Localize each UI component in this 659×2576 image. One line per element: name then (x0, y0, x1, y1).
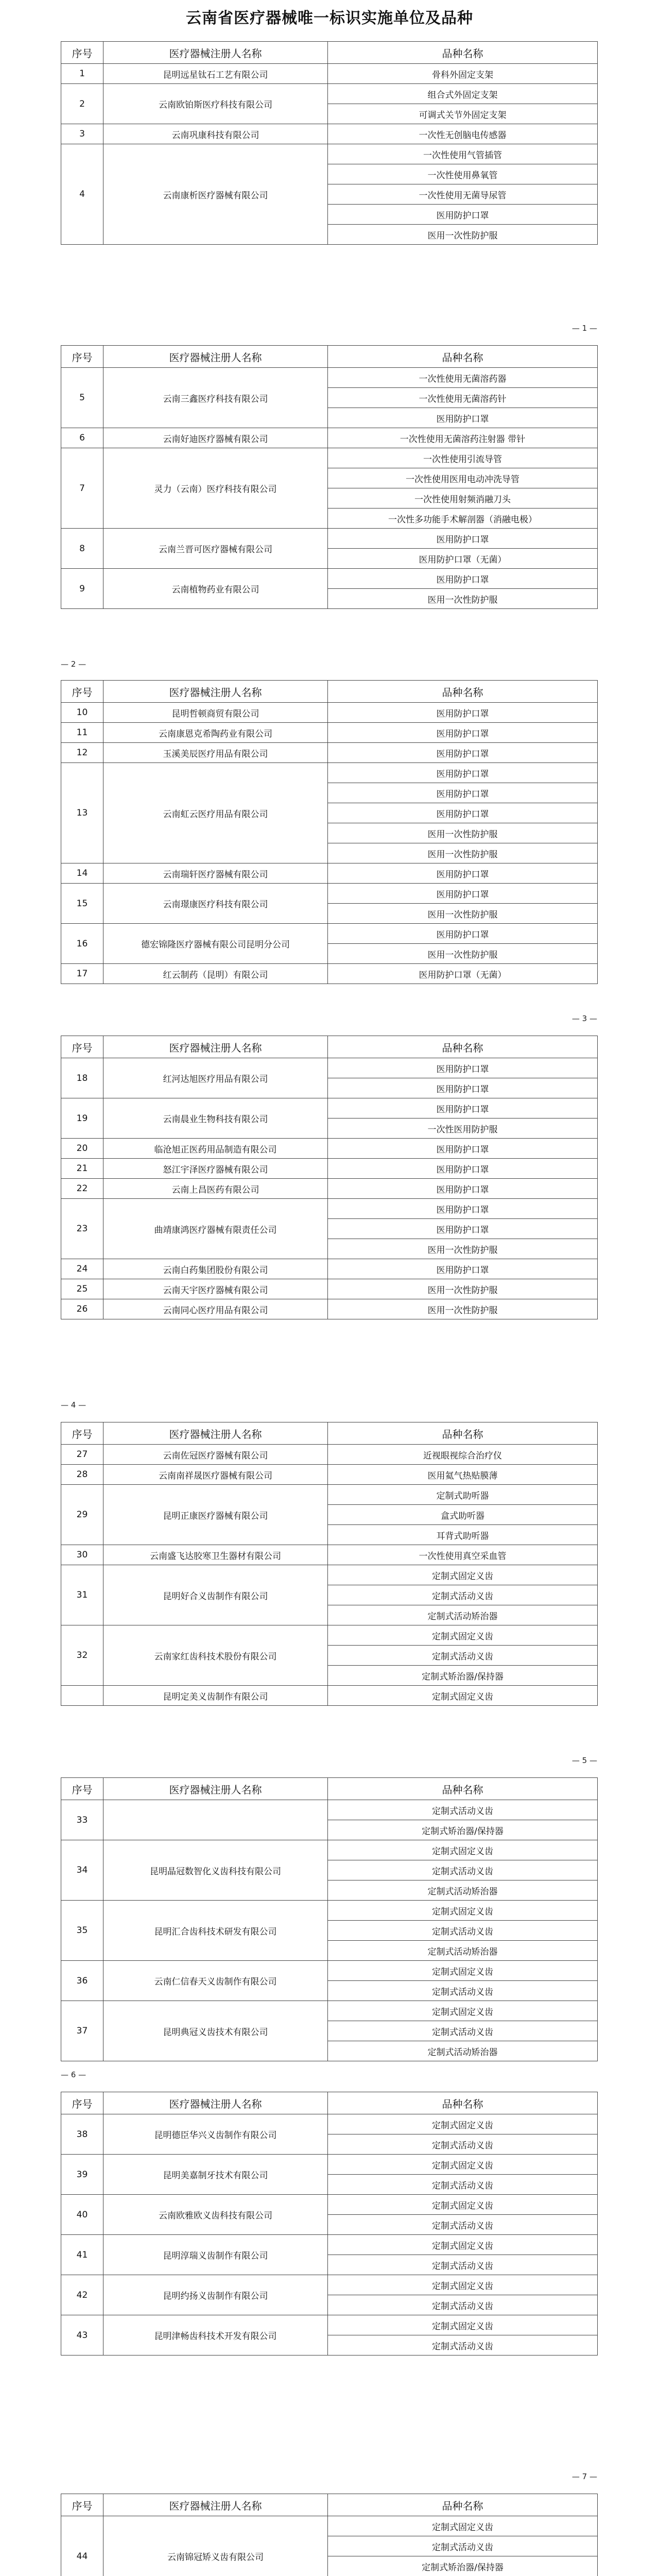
registrant-name-cell: 昆明定美义齿制作有限公司 (103, 1686, 328, 1706)
product-name-cell: 可调式关节外固定支架 (328, 104, 598, 124)
product-name-cell: 定制式固定义齿 (328, 2114, 598, 2134)
table-row (61, 1179, 598, 1199)
product-name-cell: 医用防护口罩 (328, 863, 598, 884)
document-title: 云南省医疗器械唯一标识实施单位及品种 (186, 9, 473, 27)
registrant-name-cell: 红云制药（昆明）有限公司 (103, 964, 328, 984)
seq-cell: 41 (61, 2235, 103, 2275)
table-row (61, 1800, 598, 1820)
product-name-cell: 定制式活动义齿 (328, 2215, 598, 2235)
table-row (61, 1686, 598, 1706)
product-name-cell: 定制式活动矫治器 (328, 1880, 598, 1901)
header-registrant-name: 医疗器械注册人名称 (103, 42, 328, 64)
header-product-name: 品种名称 (328, 42, 598, 64)
header-seq: 序号 (61, 42, 103, 64)
registrant-name-cell: 云南康析医疗器械有限公司 (103, 144, 328, 245)
table-header-row (61, 681, 598, 703)
registrant-name-cell: 云南上昌医药有限公司 (103, 1179, 328, 1199)
header-product-name: 品种名称 (328, 1422, 598, 1445)
product-name-cell: 医用防护口罩 (328, 1058, 598, 1078)
seq-cell: 39 (61, 2155, 103, 2195)
registrant-name-cell: 昆明哲顿商贸有限公司 (103, 703, 328, 723)
registrant-name-cell: 云南虹云医疗用品有限公司 (103, 763, 328, 863)
table-row (61, 2001, 598, 2021)
header-product-name: 品种名称 (328, 346, 598, 368)
registrant-name-cell: 红河达旭医疗用品有限公司 (103, 1058, 328, 1098)
table-row (61, 64, 598, 84)
product-name-cell: 定制式固定义齿 (328, 1686, 598, 1706)
page-number: — 1 — (571, 324, 597, 333)
page-number: — 6 — (61, 2070, 86, 2079)
seq-cell: 37 (61, 2001, 103, 2061)
page-number: — 3 — (571, 1014, 597, 1023)
header-product-name: 品种名称 (328, 2092, 598, 2114)
header-seq: 序号 (61, 2092, 103, 2114)
registrant-name-cell: 云南欧雅欧义齿科技有限公司 (103, 2195, 328, 2235)
header-registrant-name: 医疗器械注册人名称 (103, 1422, 328, 1445)
table-row (61, 1445, 598, 1465)
product-name-cell: 医用一次性防护服 (328, 1299, 598, 1319)
product-name-cell: 医用防护口罩（无菌） (328, 549, 598, 569)
product-name-cell: 医用一次性防护服 (328, 904, 598, 924)
product-name-cell: 医用一次性防护服 (328, 589, 598, 609)
product-name-cell: 一次性使用无菌溶药器 (328, 368, 598, 388)
seq-cell: 24 (61, 1259, 103, 1279)
registrant-name-cell: 德宏锦隆医疗器械有限公司昆明分公司 (103, 924, 328, 964)
product-name-cell: 医用防护口罩 (328, 1078, 598, 1098)
product-name-cell: 定制式活动义齿 (328, 1800, 598, 1820)
product-name-cell: 医用防护口罩 (328, 924, 598, 944)
registrant-name-cell: 昆明约扬义齿制作有限公司 (103, 2275, 328, 2315)
product-name-cell: 一次性使用无菌溶药针 (328, 388, 598, 408)
registrant-name-cell: 临沧旭正医药用品制造有限公司 (103, 1139, 328, 1159)
table-row (61, 924, 598, 944)
seq-cell: 5 (61, 368, 103, 428)
registrant-name-cell: 云南南祥晟医疗器械有限公司 (103, 1465, 328, 1485)
seq-cell: 18 (61, 1058, 103, 1098)
registrant-name-cell: 云南植物药业有限公司 (103, 569, 328, 609)
seq-cell: 1 (61, 64, 103, 84)
registrant-name-cell: 云南锦冠矫义齿有限公司 (103, 2516, 328, 2576)
seq-cell: 13 (61, 763, 103, 863)
seq-cell: 31 (61, 1565, 103, 1625)
registrant-name-cell (103, 1800, 328, 1840)
table-row (61, 1139, 598, 1159)
seq-cell: 2 (61, 84, 103, 124)
table-row (61, 1465, 598, 1485)
page-number: — 4 — (61, 1400, 86, 1410)
table-row (61, 124, 598, 144)
product-name-cell: 一次性使用无菌溶药注射器 带针 (328, 428, 598, 448)
registrant-table (61, 680, 598, 984)
registrant-table (61, 41, 598, 245)
product-name-cell: 盒式助听器 (328, 1505, 598, 1525)
header-registrant-name: 医疗器械注册人名称 (103, 681, 328, 703)
seq-cell: 40 (61, 2195, 103, 2235)
table-header-row (61, 1036, 598, 1058)
table-row (61, 1545, 598, 1565)
product-name-cell: 定制式固定义齿 (328, 1840, 598, 1860)
table-row (61, 1485, 598, 1505)
seq-cell: 21 (61, 1159, 103, 1179)
seq-cell: 32 (61, 1625, 103, 1686)
header-registrant-name: 医疗器械注册人名称 (103, 2494, 328, 2516)
product-name-cell: 定制式活动义齿 (328, 2021, 598, 2041)
product-name-cell: 医用一次性防护服 (328, 944, 598, 964)
seq-cell: 7 (61, 448, 103, 529)
seq-cell: 8 (61, 529, 103, 569)
product-name-cell: 医用防护口罩 (328, 763, 598, 783)
header-seq: 序号 (61, 1036, 103, 1058)
seq-cell: 22 (61, 1179, 103, 1199)
product-name-cell: 定制式活动义齿 (328, 2335, 598, 2355)
registrant-table (61, 1777, 598, 2061)
product-name-cell: 定制式活动矫治器 (328, 1941, 598, 1961)
product-name-cell: 医用防护口罩 (328, 723, 598, 743)
table-row (61, 569, 598, 589)
registrant-name-cell: 昆明远星钛石工艺有限公司 (103, 64, 328, 84)
product-name-cell: 医用防护口罩 (328, 1098, 598, 1118)
table-row (61, 1159, 598, 1179)
product-name-cell: 定制式活动义齿 (328, 1981, 598, 2001)
product-name-cell: 医用防护口罩 (328, 1159, 598, 1179)
page-number: — 2 — (61, 659, 86, 669)
product-name-cell: 一次性使用医用电动冲洗导管 (328, 468, 598, 488)
registrant-name-cell: 云南佐冠医疗器械有限公司 (103, 1445, 328, 1465)
registrant-name-cell: 昆明津畅齿科技术开发有限公司 (103, 2315, 328, 2355)
product-name-cell: 医用防护口罩 (328, 803, 598, 823)
product-name-cell: 定制式矫治器/保持器 (328, 1666, 598, 1686)
table-row (61, 2516, 598, 2536)
product-name-cell: 一次性医用防护服 (328, 1118, 598, 1139)
seq-cell: 11 (61, 723, 103, 743)
seq-cell: 14 (61, 863, 103, 884)
table-row (61, 743, 598, 763)
product-name-cell: 一次性多功能手术解剖器（消融电极） (328, 509, 598, 529)
product-name-cell: 定制式固定义齿 (328, 1565, 598, 1585)
registrant-name-cell: 云南天宇医疗器械有限公司 (103, 1279, 328, 1299)
seq-cell (61, 1686, 103, 1706)
seq-cell: 42 (61, 2275, 103, 2315)
registrant-name-cell: 昆明好合义齿制作有限公司 (103, 1565, 328, 1625)
table-row (61, 763, 598, 783)
seq-cell: 25 (61, 1279, 103, 1299)
registrant-name-cell: 云南白药集团股份有限公司 (103, 1259, 328, 1279)
product-name-cell: 医用一次性防护服 (328, 1279, 598, 1299)
page-number: — 7 — (571, 2472, 597, 2481)
seq-cell: 35 (61, 1901, 103, 1961)
registrant-name-cell: 云南巩康科技有限公司 (103, 124, 328, 144)
product-name-cell: 医用防护口罩 (328, 1139, 598, 1159)
product-name-cell: 定制式活动义齿 (328, 2536, 598, 2556)
table-header-row (61, 1422, 598, 1445)
registrant-name-cell: 云南家红齿科技术股份有限公司 (103, 1625, 328, 1686)
seq-cell: 34 (61, 1840, 103, 1901)
seq-cell: 28 (61, 1465, 103, 1485)
product-name-cell: 定制式活动义齿 (328, 2255, 598, 2275)
product-name-cell: 一次性无创脑电传感器 (328, 124, 598, 144)
product-name-cell: 一次性使用气管插管 (328, 144, 598, 164)
registrant-name-cell: 云南康恩克希陶药业有限公司 (103, 723, 328, 743)
seq-cell: 29 (61, 1485, 103, 1545)
product-name-cell: 定制式固定义齿 (328, 2516, 598, 2536)
product-name-cell: 一次性使用无菌导尿管 (328, 184, 598, 205)
product-name-cell: 定制式活动义齿 (328, 1860, 598, 1880)
registrant-name-cell: 云南仁信春天义齿制作有限公司 (103, 1961, 328, 2001)
registrant-name-cell: 云南盛飞达胶寒卫生器材有限公司 (103, 1545, 328, 1565)
product-name-cell: 定制式活动义齿 (328, 2295, 598, 2315)
registrant-name-cell: 云南璟康医疗科技有限公司 (103, 884, 328, 924)
product-name-cell: 一次性使用鼻氧管 (328, 164, 598, 184)
product-name-cell: 医用防护口罩 (328, 1199, 598, 1219)
registrant-name-cell: 昆明晶冠数智化义齿科技有限公司 (103, 1840, 328, 1901)
seq-cell: 43 (61, 2315, 103, 2355)
product-name-cell: 定制式助听器 (328, 1485, 598, 1505)
table-header-row (61, 1778, 598, 1800)
product-name-cell: 医用一次性防护服 (328, 823, 598, 843)
table-row (61, 723, 598, 743)
registrant-name-cell: 云南三鑫医疗科技有限公司 (103, 368, 328, 428)
product-name-cell: 定制式活动义齿 (328, 2134, 598, 2155)
product-name-cell: 医用防护口罩 (328, 783, 598, 803)
seq-cell: 27 (61, 1445, 103, 1465)
product-name-cell: 近视眼视综合治疗仪 (328, 1445, 598, 1465)
table-row (61, 2235, 598, 2255)
table-row (61, 1279, 598, 1299)
product-name-cell: 医用防护口罩 (328, 1259, 598, 1279)
product-name-cell: 医用防护口罩 (328, 529, 598, 549)
product-name-cell: 定制式固定义齿 (328, 2155, 598, 2175)
header-seq: 序号 (61, 1422, 103, 1445)
product-name-cell: 定制式活动矫治器 (328, 2041, 598, 2061)
table-row (61, 2114, 598, 2134)
product-name-cell: 医用防护口罩 (328, 408, 598, 428)
seq-cell: 33 (61, 1800, 103, 1840)
registrant-name-cell: 昆明典冠义齿技术有限公司 (103, 2001, 328, 2061)
product-name-cell: 一次性使用射频消融刀头 (328, 488, 598, 509)
product-name-cell: 定制式固定义齿 (328, 1961, 598, 1981)
registrant-name-cell: 曲靖康鸿医疗器械有限责任公司 (103, 1199, 328, 1259)
table-row (61, 2275, 598, 2295)
seq-cell: 26 (61, 1299, 103, 1319)
product-name-cell: 医用一次性防护服 (328, 1239, 598, 1259)
product-name-cell: 一次性使用引流导管 (328, 448, 598, 468)
product-name-cell: 定制式矫治器/保持器 (328, 1820, 598, 1840)
product-name-cell: 定制式活动矫治器 (328, 1605, 598, 1625)
product-name-cell: 定制式活动义齿 (328, 1921, 598, 1941)
seq-cell: 4 (61, 144, 103, 245)
product-name-cell: 定制式固定义齿 (328, 1625, 598, 1646)
table-row (61, 368, 598, 388)
table-row (61, 1299, 598, 1319)
registrant-table (61, 345, 598, 609)
seq-cell: 17 (61, 964, 103, 984)
seq-cell: 15 (61, 884, 103, 924)
table-row (61, 1259, 598, 1279)
registrant-name-cell: 云南同心医疗用品有限公司 (103, 1299, 328, 1319)
product-name-cell: 定制式活动义齿 (328, 1646, 598, 1666)
registrant-name-cell: 玉溪美辰医疗用品有限公司 (103, 743, 328, 763)
registrant-table (61, 2494, 598, 2576)
registrant-name-cell: 云南瑞轩医疗器械有限公司 (103, 863, 328, 884)
seq-cell: 10 (61, 703, 103, 723)
registrant-table (61, 2092, 598, 2355)
product-name-cell: 定制式固定义齿 (328, 2001, 598, 2021)
table-header-row (61, 346, 598, 368)
table-row (61, 448, 598, 468)
product-name-cell: 医用氦气热贴膜薄 (328, 1465, 598, 1485)
table-row (61, 2155, 598, 2175)
product-name-cell: 定制式固定义齿 (328, 2315, 598, 2335)
header-product-name: 品种名称 (328, 1036, 598, 1058)
table-row (61, 1058, 598, 1078)
seq-cell: 6 (61, 428, 103, 448)
table-row (61, 964, 598, 984)
table-row (61, 2195, 598, 2215)
registrant-name-cell: 云南好迪医疗器械有限公司 (103, 428, 328, 448)
table-row (61, 428, 598, 448)
registrant-name-cell: 云南晨业生物科技有限公司 (103, 1098, 328, 1139)
table-row (61, 84, 598, 104)
seq-cell: 9 (61, 569, 103, 609)
table-row (61, 1565, 598, 1585)
seq-cell: 16 (61, 924, 103, 964)
page-number: — 5 — (571, 1756, 597, 1765)
header-seq: 序号 (61, 2494, 103, 2516)
product-name-cell: 定制式活动义齿 (328, 2175, 598, 2195)
seq-cell: 44 (61, 2516, 103, 2576)
product-name-cell: 定制式活动义齿 (328, 1585, 598, 1605)
registrant-name-cell: 昆明正康医疗器械有限公司 (103, 1485, 328, 1545)
table-row (61, 863, 598, 884)
product-name-cell: 定制式固定义齿 (328, 2195, 598, 2215)
header-registrant-name: 医疗器械注册人名称 (103, 1778, 328, 1800)
product-name-cell: 医用防护口罩 (328, 205, 598, 225)
seq-cell: 36 (61, 1961, 103, 2001)
header-product-name: 品种名称 (328, 681, 598, 703)
product-name-cell: 医用防护口罩 (328, 703, 598, 723)
header-seq: 序号 (61, 1778, 103, 1800)
registrant-name-cell: 云南欧铂斯医疗科技有限公司 (103, 84, 328, 124)
product-name-cell: 医用防护口罩 (328, 569, 598, 589)
header-registrant-name: 医疗器械注册人名称 (103, 2092, 328, 2114)
seq-cell: 20 (61, 1139, 103, 1159)
table-row (61, 529, 598, 549)
product-name-cell: 医用防护口罩 (328, 884, 598, 904)
product-name-cell: 组合式外固定支架 (328, 84, 598, 104)
product-name-cell: 定制式固定义齿 (328, 1901, 598, 1921)
header-seq: 序号 (61, 346, 103, 368)
product-name-cell: 医用防护口罩（无菌） (328, 964, 598, 984)
header-registrant-name: 医疗器械注册人名称 (103, 1036, 328, 1058)
product-name-cell: 耳背式助听器 (328, 1525, 598, 1545)
product-name-cell: 医用一次性防护服 (328, 843, 598, 863)
header-product-name: 品种名称 (328, 1778, 598, 1800)
registrant-name-cell: 昆明德臣华兴义齿制作有限公司 (103, 2114, 328, 2155)
seq-cell: 23 (61, 1199, 103, 1259)
table-row (61, 1098, 598, 1118)
header-product-name: 品种名称 (328, 2494, 598, 2516)
seq-cell: 12 (61, 743, 103, 763)
registrant-name-cell: 怒江宇泽医疗器械有限公司 (103, 1159, 328, 1179)
registrant-name-cell: 昆明汇合齿科技术研发有限公司 (103, 1901, 328, 1961)
header-seq: 序号 (61, 681, 103, 703)
table-row (61, 1961, 598, 1981)
table-row (61, 1625, 598, 1646)
table-row (61, 1901, 598, 1921)
product-name-cell: 医用防护口罩 (328, 1219, 598, 1239)
seq-cell: 3 (61, 124, 103, 144)
table-row (61, 703, 598, 723)
table-row (61, 884, 598, 904)
registrant-name-cell: 昆明淳瑞义齿制作有限公司 (103, 2235, 328, 2275)
table-header-row (61, 2092, 598, 2114)
product-name-cell: 一次性使用真空采血管 (328, 1545, 598, 1565)
table-row (61, 144, 598, 164)
table-row (61, 2315, 598, 2335)
product-name-cell: 医用一次性防护服 (328, 225, 598, 245)
product-name-cell: 医用防护口罩 (328, 1179, 598, 1199)
product-name-cell: 定制式固定义齿 (328, 2275, 598, 2295)
registrant-name-cell: 云南兰晋可医疗器械有限公司 (103, 529, 328, 569)
table-header-row (61, 2494, 598, 2516)
header-registrant-name: 医疗器械注册人名称 (103, 346, 328, 368)
registrant-name-cell: 灵力（云南）医疗科技有限公司 (103, 448, 328, 529)
table-row (61, 1840, 598, 1860)
product-name-cell: 医用防护口罩 (328, 743, 598, 763)
product-name-cell: 骨科外固定支架 (328, 64, 598, 84)
product-name-cell: 定制式固定义齿 (328, 2235, 598, 2255)
table-row (61, 1199, 598, 1219)
seq-cell: 19 (61, 1098, 103, 1139)
table-header-row (61, 42, 598, 64)
registrant-table (61, 1422, 598, 1706)
registrant-name-cell: 昆明美嘉制牙技术有限公司 (103, 2155, 328, 2195)
product-name-cell: 定制式矫治器/保持器 (328, 2556, 598, 2576)
seq-cell: 30 (61, 1545, 103, 1565)
seq-cell: 38 (61, 2114, 103, 2155)
registrant-table (61, 1036, 598, 1319)
